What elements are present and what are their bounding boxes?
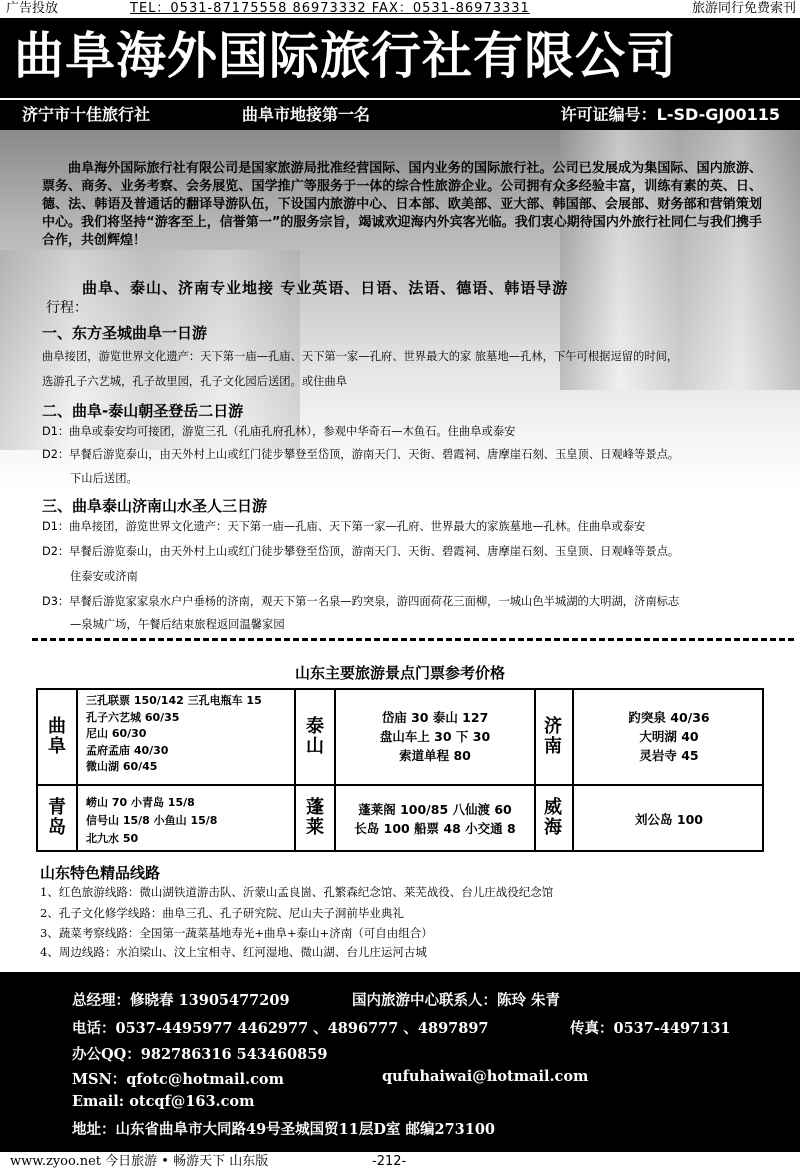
taishan-prices <box>336 708 534 765</box>
route-3-line: 住泰安或济南 <box>70 570 138 583</box>
special-route-item: 2、孔子文化修学线路：曲阜三孔、孔子研究院、尼山夫子洞前毕业典礼 <box>40 906 404 920</box>
city-jinan: 济南 <box>544 716 562 757</box>
route-3-line: D1：曲阜接团，游览世界文化遗产：天下第一庙—孔庙、天下第一家—孔府、世界最大的家族墓地—孔林。住曲阜或泰安 <box>42 520 646 533</box>
route-1-line: 选游孔子六艺城，孔子故里园，孔子文化园后送团。或住曲阜 <box>42 375 348 388</box>
page-number: -212- <box>372 1154 407 1169</box>
price-item: 三孔联票 150/142 三孔电瓶车 15 <box>86 694 262 707</box>
fax-number: 传真：0537-4497131 <box>570 1020 731 1037</box>
email-address: Email: otcqf@163.com <box>72 1093 255 1110</box>
qufu-prices <box>86 693 262 776</box>
table-divider <box>76 690 78 850</box>
free-catalog-label: 旅游同行免费索刊 <box>691 1 796 16</box>
general-manager: 总经理：修晓春 13905477209 <box>72 992 290 1009</box>
domestic-center-contact: 国内旅游中心联系人：陈玲 朱青 <box>352 992 561 1009</box>
city-penglai: 蓬莱 <box>306 797 324 838</box>
contact-block <box>0 972 800 1152</box>
rank-label: 曲阜市地接第一名 <box>242 105 371 124</box>
price-item: 蓬莱阁 100/85 八仙渡 60 <box>358 802 512 817</box>
price-item: 信号山 15/8 小鱼山 15/8 <box>86 814 218 827</box>
msn-account: MSN：qfotc@hotmail.com <box>72 1071 284 1088</box>
price-item: 索道单程 80 <box>399 748 471 763</box>
special-route-item: 3、蔬菜考察线路：全国第一蔬菜基地寿光+曲阜+泰山+济南（可自由组合） <box>40 926 433 940</box>
price-item: 微山湖 60/45 <box>86 760 158 773</box>
route-2-line: 下山后送团。 <box>70 472 138 485</box>
price-item: 孟府孟庙 40/30 <box>86 743 169 757</box>
company-header <box>0 18 800 130</box>
header-rule <box>0 98 800 100</box>
weihai-prices <box>574 810 764 829</box>
special-route-item: 1、红色旅游线路：微山湖铁道游击队、沂蒙山孟良崮、孔繁森纪念馆、莱芜战役、台儿庄战役纪念馆 <box>40 885 554 899</box>
price-item: 北九水 50 <box>86 832 139 845</box>
price-item: 尼山 60/30 <box>86 727 147 740</box>
city-weihai: 威海 <box>544 797 562 838</box>
qingdao-prices <box>86 794 217 848</box>
route-2-line: D2：早餐后游览泰山，由天外村上山或红门徒步攀登至岱顶，游南天门、天街、碧霞祠、唐摩崖石刻、玉皇顶、日观峰等景点。 <box>42 448 680 461</box>
table-divider <box>38 784 762 786</box>
dashed-divider <box>32 638 794 647</box>
city-qufu: 曲阜 <box>48 716 66 757</box>
special-route-item: 4、周边线路：水泊梁山、汶上宝相寺、红河湿地、微山湖、台儿庄运河古城 <box>40 945 427 959</box>
price-item: 孔子六艺城 60/35 <box>86 710 180 724</box>
phone-numbers: 电话：0537-4495977 4462977 、4896777 、4897897 <box>72 1020 489 1037</box>
route-title-3: 三、曲阜泰山济南山水圣人三日游 <box>42 497 268 515</box>
route-title-1: 一、东方圣城曲阜一日游 <box>42 324 208 342</box>
table-divider <box>534 690 536 850</box>
penglai-prices <box>336 800 534 838</box>
route-2-line: D1：曲阜或泰安均可接团，游览三孔（孔庙孔府孔林），参观中华奇石—木鱼石。住曲阜或泰安 <box>42 425 516 438</box>
company-intro: 曲阜海外国际旅行社有限公司是国家旅游局批准经营国际、国内业务的国际旅行社。公司已发展成为集国际、国内旅游、票务、商务、业务考察、会务展览、国学推广等服务于一体的综合性旅游企业。公司拥有众多经验丰富，训练有素的英、日、德、法、韩语及普通话的翻译导游队伍，下设国内旅游中心、日本部、欧美部、亚大部、韩国部、会展部、财务部和营销策划中心。我们将坚持“游客至上，信誉第一”的服务宗旨，竭诚欢迎海内外宾客光临。我们衷心期待国内外旅行社同仁与我们携手合作，共创辉煌！ <box>42 161 762 248</box>
route-3-line: D3：早餐后游览家家泉水户户垂杨的济南，观天下第一名泉—趵突泉，游四面荷花三面柳，一城山色半城湖的大明湖，济南标志 <box>42 595 680 608</box>
office-qq: 办公QQ：982786316 543460859 <box>72 1046 328 1063</box>
price-table-title: 山东主要旅游景点门票参考价格 <box>294 664 505 682</box>
page-footer <box>0 1152 800 1172</box>
price-item: 盘山车上 30 下 30 <box>379 729 491 744</box>
price-item: 灵岩寺 45 <box>639 748 699 763</box>
price-item: 刘公岛 100 <box>635 812 703 827</box>
price-item: 岱庙 30 泰山 127 <box>381 710 489 725</box>
office-address: 地址：山东省曲阜市大同路49号圣城国贸11层D室 邮编273100 <box>72 1121 496 1138</box>
table-divider <box>294 690 296 850</box>
ticket-price-table <box>36 688 764 852</box>
top-ad-bar <box>0 0 800 18</box>
license-number: 许可证编号：L-SD-GJ00115 <box>560 105 780 124</box>
award-label: 济宁市十佳旅行社 <box>22 105 151 124</box>
price-item: 长岛 100 船票 48 小交通 8 <box>354 821 516 836</box>
footer-publication: www.zyoo.net 今日旅游 • 畅游天下 山东版 <box>10 1154 269 1169</box>
route-title-2: 二、曲阜-泰山朝圣登岳二日游 <box>42 402 244 420</box>
city-qingdao: 青岛 <box>48 797 66 838</box>
price-item: 崂山 70 小青岛 15/8 <box>86 796 195 809</box>
service-slogan: 曲阜、泰山、济南专业地接 专业英语、日语、法语、德语、韩语导游 <box>82 279 569 297</box>
itinerary-label: 行程： <box>46 300 88 316</box>
route-3-line: —泉城广场，午餐后结束旅程返回温馨家园 <box>70 618 285 631</box>
special-routes-title: 山东特色精品线路 <box>40 864 161 882</box>
msn-account-2: qufuhaiwai@hotmail.com <box>382 1068 589 1085</box>
price-item: 大明湖 40 <box>639 729 699 744</box>
route-1-line: 曲阜接团，游览世界文化遗产：天下第一庙—孔庙、天下第一家—孔府、世界最大的家 旅墓地—孔林，下午可根据逗留的时间， <box>42 350 679 363</box>
city-taishan: 泰山 <box>306 716 324 757</box>
company-title: 曲阜海外国际旅行社有限公司 <box>14 27 677 85</box>
route-3-line: D2：早餐后游览泰山，由天外村上山或红门徒步攀登至岱顶，游南天门、天街、碧霞祠、唐摩崖石刻、玉皇顶、日观峰等景点。 <box>42 545 680 558</box>
price-item: 趵突泉 40/36 <box>628 710 710 725</box>
ad-label: 广告投放 <box>6 1 59 16</box>
jinan-prices <box>574 708 764 765</box>
ad-contact: TEL：0531-87175558 86973332 FAX：0531-86973331 <box>130 1 530 16</box>
